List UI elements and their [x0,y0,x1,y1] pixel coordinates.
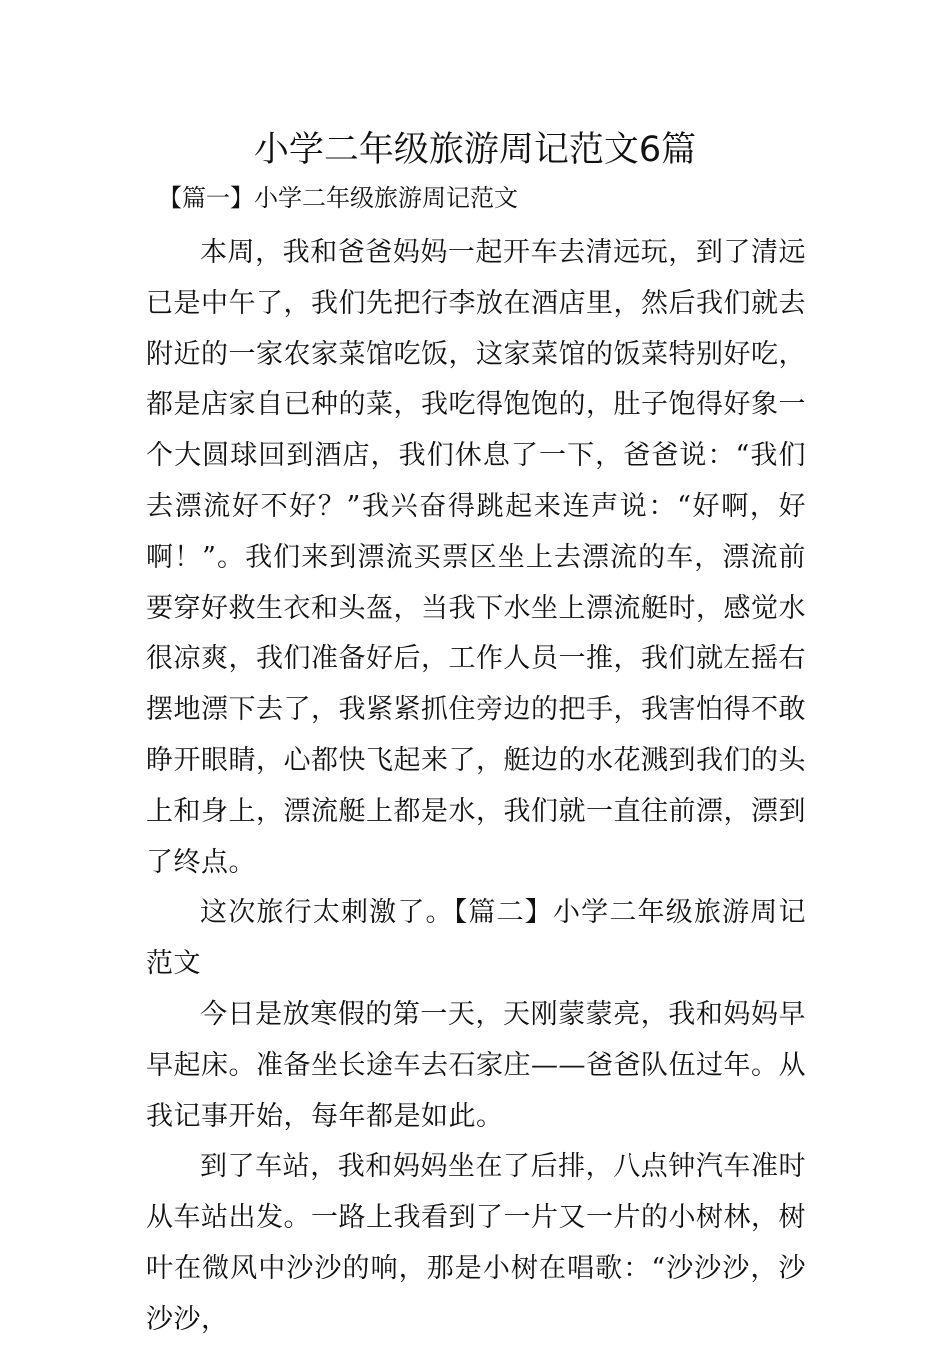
paragraph-1: 本周，我和爸爸妈妈一起开车去清远玩，到了清远已是中午了，我们先把行李放在酒店里，然后我们就去附近的一家农家菜馆吃饭，这家菜馆的饭菜特别好吃，都是店家自已种的菜，我吃得饱饱的，肚子饱得好象一个大圆球回到酒店，我们休息了一下，爸爸说：“我们去漂流好不好？”我兴奋得跳起来连声说：“好啊，好啊！”。我们来到漂流买票区坐上去漂流的车，漂流前要穿好救生衣和头盔，当我下水坐上漂流艇时，感觉水很凉爽，我们准备好后，工作人员一推，我们就左摇右摆地漂下去了，我紧紧抓住旁边的把手，我害怕得不敢睁开眼睛，心都快飞起来了，艇边的水花溅到我们的头上和身上，漂流艇上都是水，我们就一直往前漂，漂到了终点。 [146,237,806,878]
section-heading-1: 【篇一】小学二年级旅游周记范文 [158,184,518,212]
document-body [146,178,806,1346]
paragraph-2: 这次旅行太刺激了。【篇二】小学二年级旅游周记范文 [146,897,806,980]
paragraph-4: 到了车站，我和妈妈坐在了后排，八点钟汽车准时从车站出发。一路上我看到了一片又一片的小树林，树叶在微风中沙沙的响，那是小树在唱歌：“沙沙沙，沙沙沙， [146,1151,806,1335]
paragraph-3: 今日是放寒假的第一天，天刚蒙蒙亮，我和妈妈早早起床。准备坐长途车去石家庄——爸爸队伍过年。从我记事开始，每年都是如此。 [146,998,806,1132]
document-title: 小学二年级旅游周记范文6篇 [253,130,697,170]
